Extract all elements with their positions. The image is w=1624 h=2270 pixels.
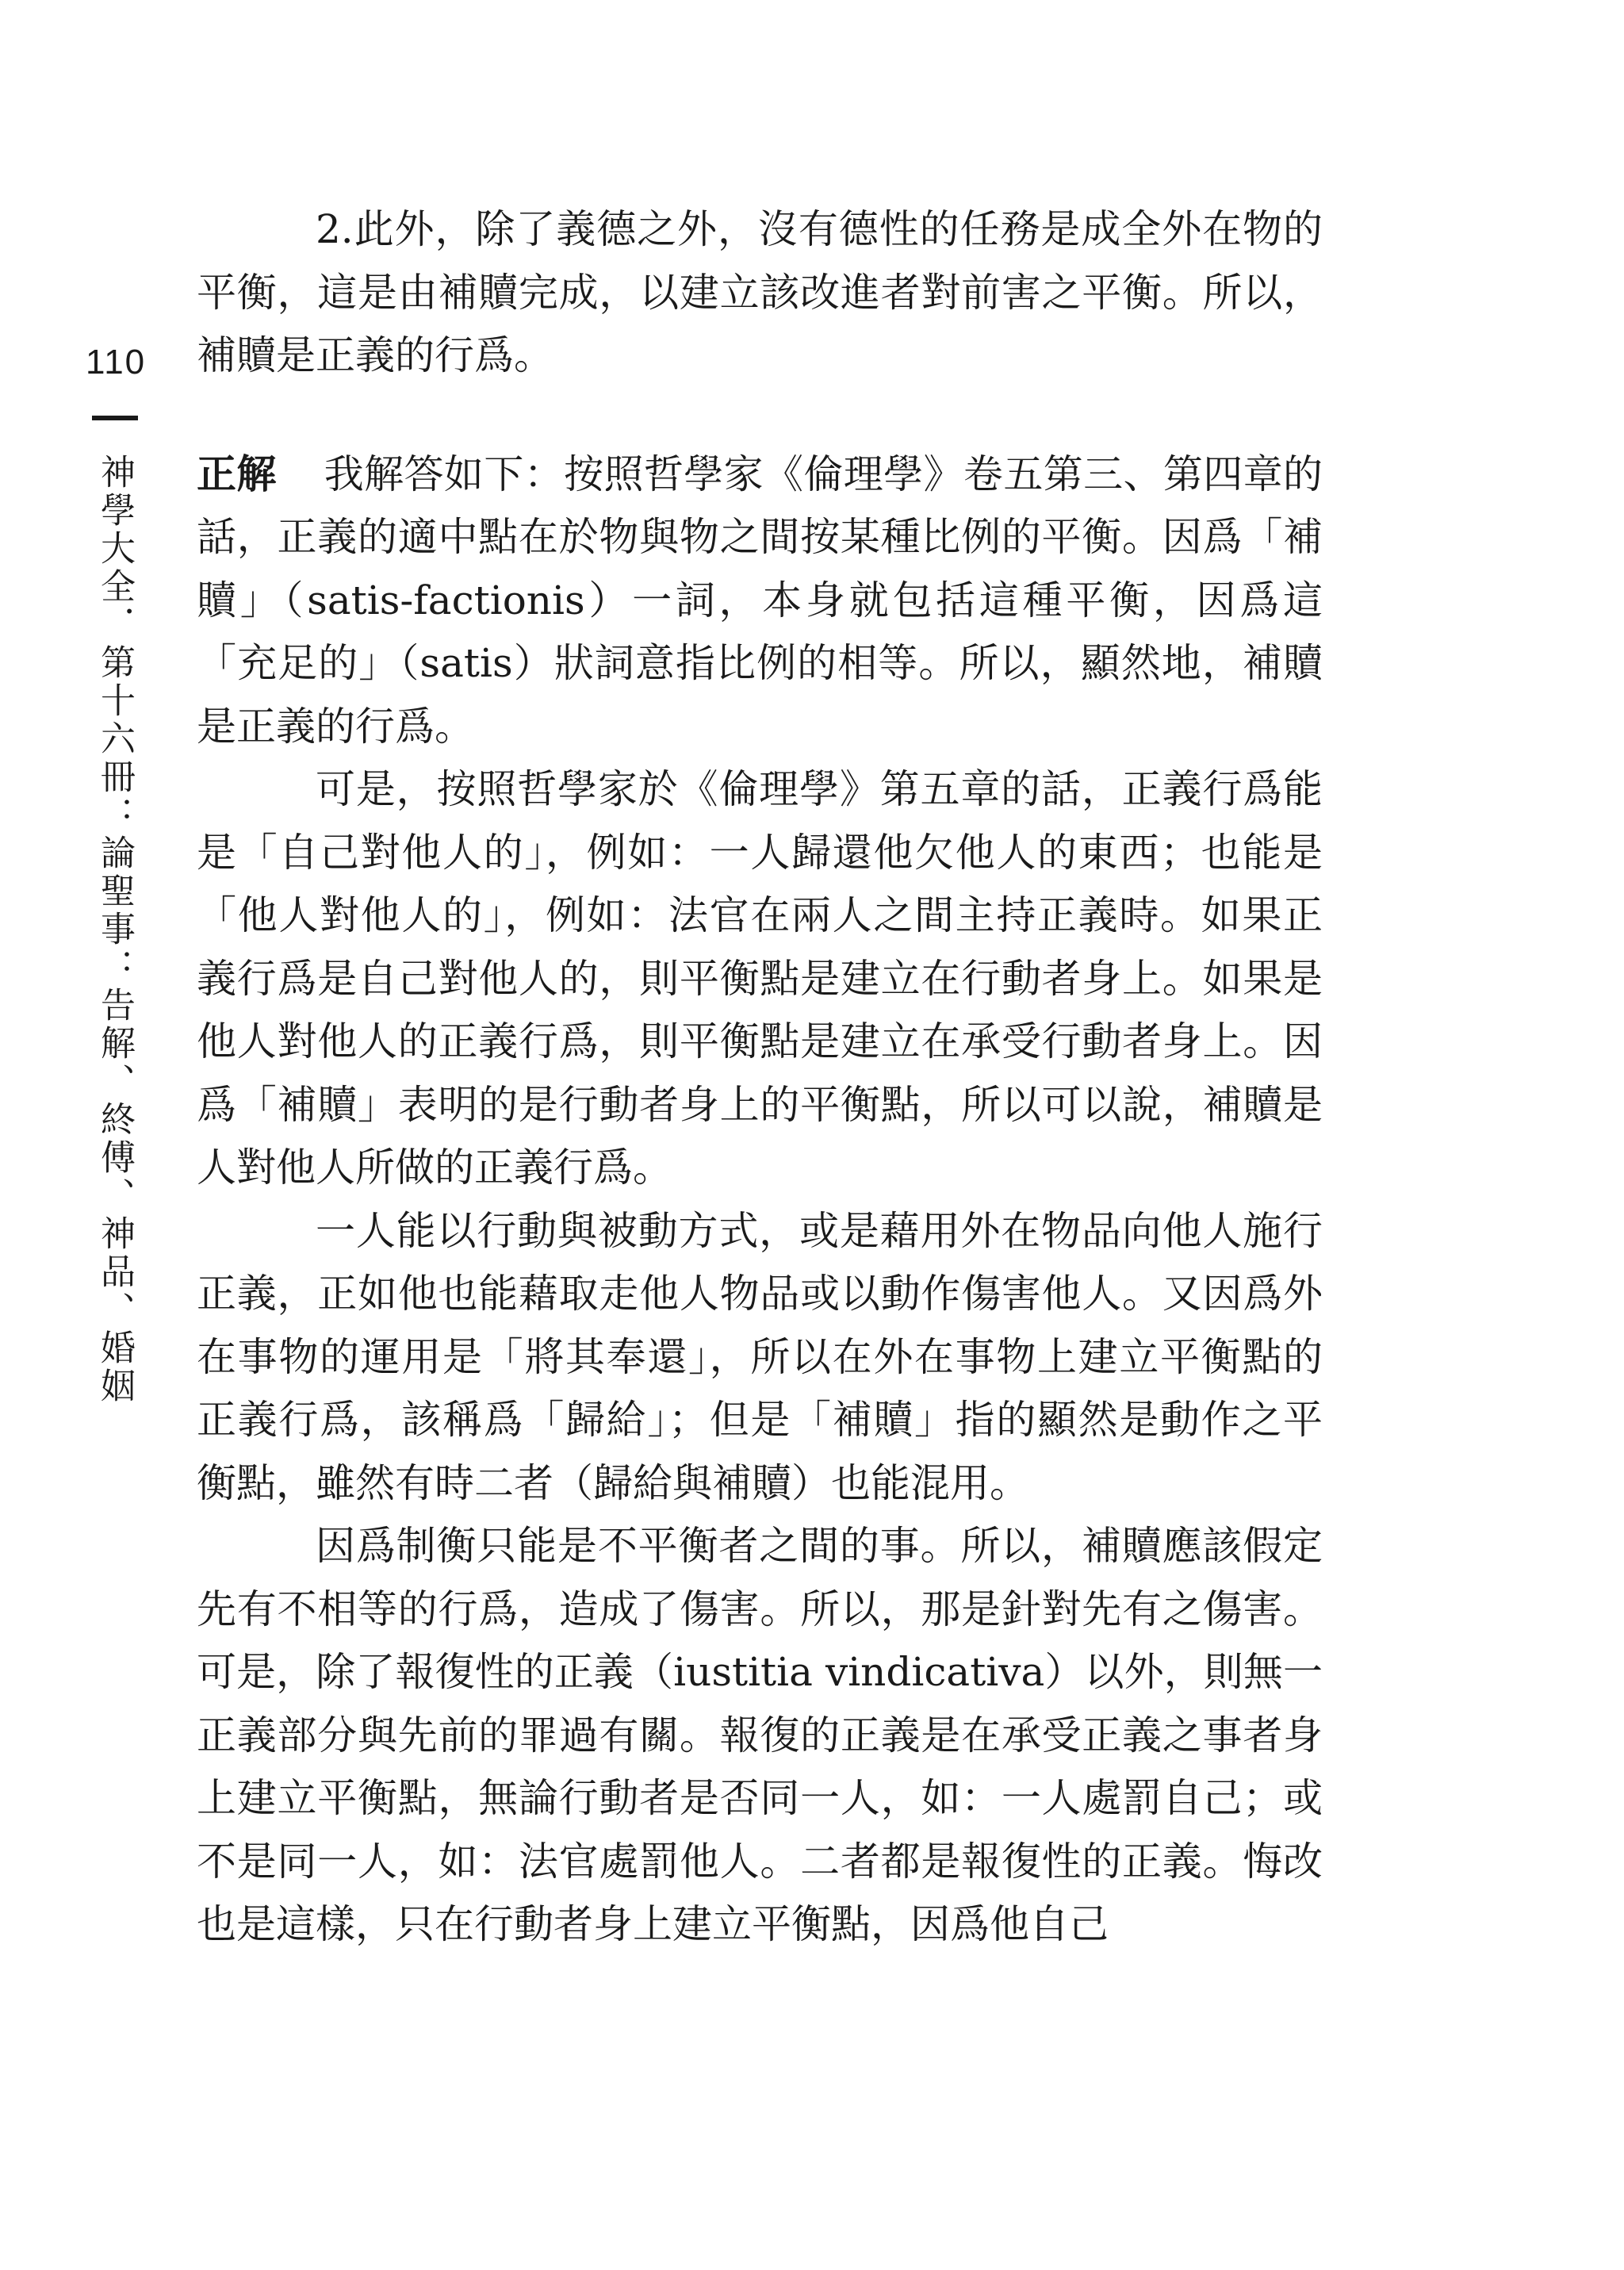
answer-paragraph-1 <box>197 443 1323 759</box>
objection-2-paragraph: 2.此外，除了義德之外，沒有德性的任務是成全外在物的平衡，這是由補贖完成，以建立該改進者對前害之平衡。所以，補贖是正義的行爲。 <box>197 206 1323 378</box>
answer-paragraph-1-text: 我解答如下：按照哲學家《倫理學》卷五第三、第四章的話，正義的適中點在於物與物之間按某種比例的平衡。因爲「補贖」（satis-factionis）一詞，本身就包括這種平衡，因爲這「充足的」（satis）狀詞意指比例的相等。所以，顯然地，補贖是正義的行爲。 <box>197 451 1323 750</box>
body-text <box>197 198 1323 1957</box>
answer-paragraph-3: 一人能以行動與被動方式，或是藉用外在物品向他人施行正義，正如他也能藉取走他人物品或以動作傷害他人。又因爲外在事物的運用是「將其奉還」，所以在外在事物上建立平衡點的正義行爲，該稱爲「歸給」；但是「補贖」指的顯然是動作之平衡點，雖然有時二者（歸給與補贖）也能混用。 <box>197 1207 1323 1506</box>
answer-heading: 正解 <box>197 451 277 497</box>
answer-paragraph-2: 可是，按照哲學家於《倫理學》第五章的話，正義行爲能是「自己對他人的」，例如：一人歸還他欠他人的東西；也能是「他人對他人的」，例如：法官在兩人之間主持正義時。如果正義行爲是自己對他人的，則平衡點是建立在行動者身上。如果是他人對他人的正義行爲，則平衡點是建立在承受行動者身上。因爲「補贖」表明的是行動者身上的平衡點，所以可以說，補贖是人對他人所做的正義行爲。 <box>197 766 1323 1191</box>
page-number: 110 <box>86 343 147 382</box>
answer-paragraph-4: 因爲制衡只能是不平衡者之間的事。所以，補贖應該假定先有不相等的行爲，造成了傷害。所以，那是針對先有之傷害。可是，除了報復性的正義（iustitia vindicativa）以外，則無一正義部分與先前的罪過有關。報復的正義是在承受正義之事者身上建立平衡點，無論行動者是否同一人，如：一人處罰自己；或不是同一人，如：法官處罰他人。二者都是報復性的正義。悔改也是這樣，只在行動者身上建立平衡點，因爲他自己 <box>197 1523 1323 1947</box>
margin-rule <box>92 416 138 420</box>
running-title: 神學大全．第十六冊：論聖事：告解、終傅、神品、婚姻 <box>94 454 135 1405</box>
